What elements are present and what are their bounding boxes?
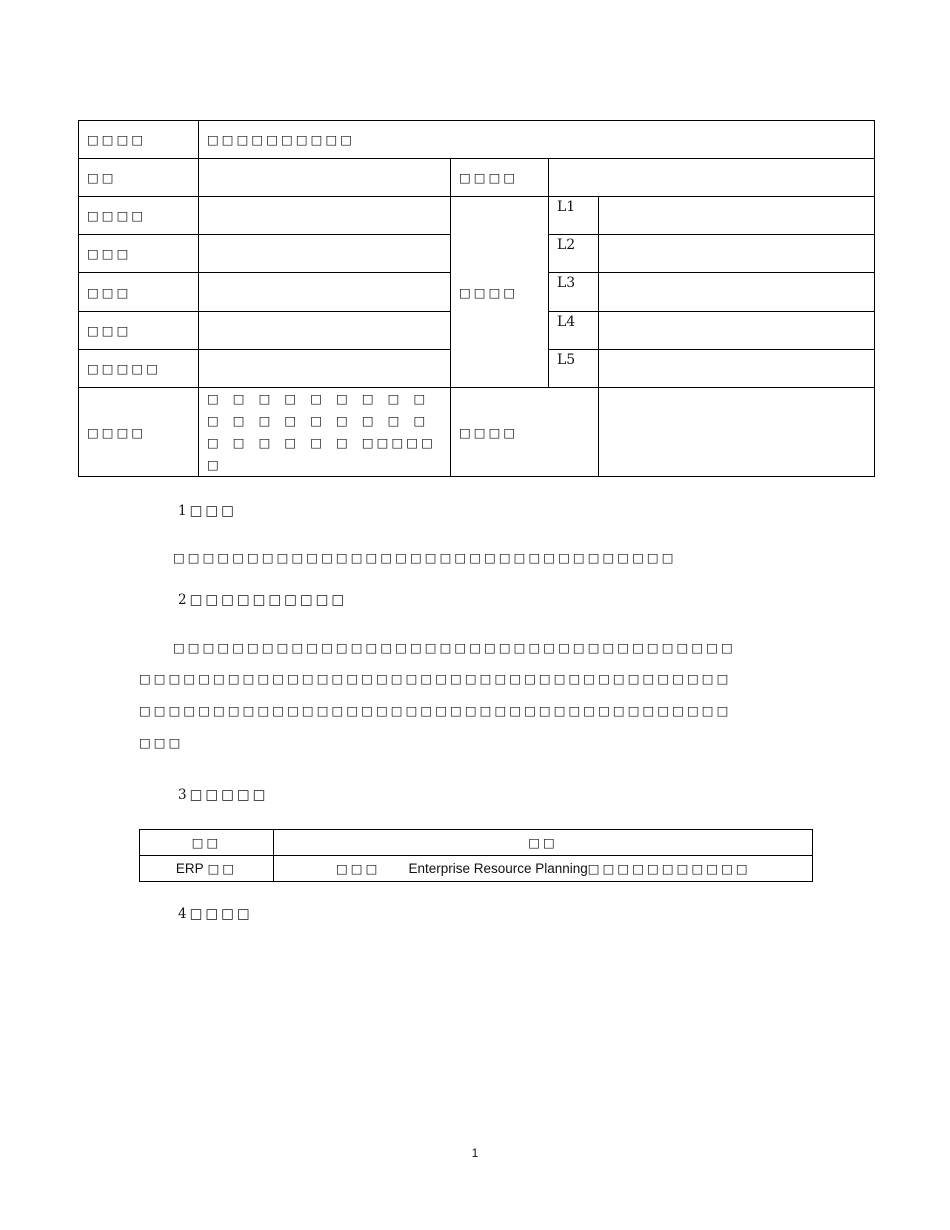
cell-value bbox=[199, 388, 451, 477]
definition-prefix: □□□ bbox=[336, 861, 381, 876]
cell-label: □□□□□ bbox=[79, 350, 199, 388]
section-1-title: 1□□□ bbox=[178, 503, 237, 519]
cell-text: □□□□□□□□□□□□□□□□□□□□□□□□ bbox=[207, 391, 440, 450]
cell-value bbox=[599, 197, 875, 235]
definition-latin: Enterprise Resource Planning bbox=[408, 861, 588, 876]
cell-label: □□□ bbox=[79, 312, 199, 350]
level-label: L4 bbox=[549, 312, 599, 350]
cell-label: □□□□ bbox=[79, 121, 199, 159]
cell-label: □□ bbox=[79, 159, 199, 197]
term-cjk: □□ bbox=[207, 861, 238, 876]
column-header-term: □□ bbox=[140, 830, 274, 856]
terms-table bbox=[139, 829, 813, 882]
paragraph-line: □□□□□□□□□□□□□□□□□□□□□□□□□□□□□□□□□□□□□□□□ bbox=[139, 703, 732, 718]
level-group-label: □□□□ bbox=[451, 197, 549, 388]
cell-value bbox=[199, 312, 451, 350]
cell-label: □□□ bbox=[79, 235, 199, 273]
table-row bbox=[79, 121, 875, 159]
info-table bbox=[78, 120, 875, 477]
cell-label: □□□□ bbox=[451, 159, 549, 197]
paragraph-line: □□□□□□□□□□□□□□□□□□□□□□□□□□□□□□□□□□□□□□ bbox=[173, 640, 736, 655]
term-cell bbox=[140, 856, 274, 882]
section-3-title: 3□□□□□ bbox=[178, 787, 269, 803]
paragraph-line: □□□ bbox=[139, 735, 184, 750]
column-header-definition: □□ bbox=[274, 830, 813, 856]
cell-label: □□□ bbox=[79, 273, 199, 312]
cell-value bbox=[549, 159, 875, 197]
cell-value bbox=[199, 273, 451, 312]
cell-label: □□□□ bbox=[79, 197, 199, 235]
cell-value bbox=[599, 273, 875, 312]
cell-value bbox=[199, 197, 451, 235]
level-label: L2 bbox=[549, 235, 599, 273]
cell-label: □□□□ bbox=[79, 388, 199, 477]
term-latin: ERP bbox=[175, 861, 204, 876]
section-4-title: 4□□□□ bbox=[178, 906, 253, 922]
definition-cell bbox=[274, 856, 813, 882]
cell-value bbox=[599, 235, 875, 273]
table-row bbox=[140, 856, 813, 882]
cell-value bbox=[199, 235, 451, 273]
cell-value bbox=[599, 388, 875, 477]
level-label: L1 bbox=[549, 197, 599, 235]
cell-value bbox=[599, 312, 875, 350]
section-2-title: 2□□□□□□□□□□ bbox=[178, 592, 348, 608]
cell-value bbox=[599, 350, 875, 388]
paragraph-line: □□□□□□□□□□□□□□□□□□□□□□□□□□□□□□□□□□□□□□□□ bbox=[139, 671, 732, 686]
table-header-row bbox=[140, 830, 813, 856]
table-row bbox=[79, 388, 875, 477]
cell-label: □□□□ bbox=[451, 388, 599, 477]
section-1-text: □□□□□□□□□□□□□□□□□□□□□□□□□□□□□□□□□□ bbox=[173, 550, 677, 565]
cell-value: □□□□□□□□□□ bbox=[199, 121, 875, 159]
cell-value bbox=[199, 350, 451, 388]
definition-suffix: □□□□□□□□□□□ bbox=[587, 861, 751, 876]
table-row bbox=[79, 197, 875, 235]
level-label: L5 bbox=[549, 350, 599, 388]
cell-text-tail: □□□□□□ bbox=[207, 435, 436, 472]
cell-value bbox=[199, 159, 451, 197]
page-number: 1 bbox=[471, 1146, 479, 1160]
table-row bbox=[79, 159, 875, 197]
level-label: L3 bbox=[549, 273, 599, 312]
